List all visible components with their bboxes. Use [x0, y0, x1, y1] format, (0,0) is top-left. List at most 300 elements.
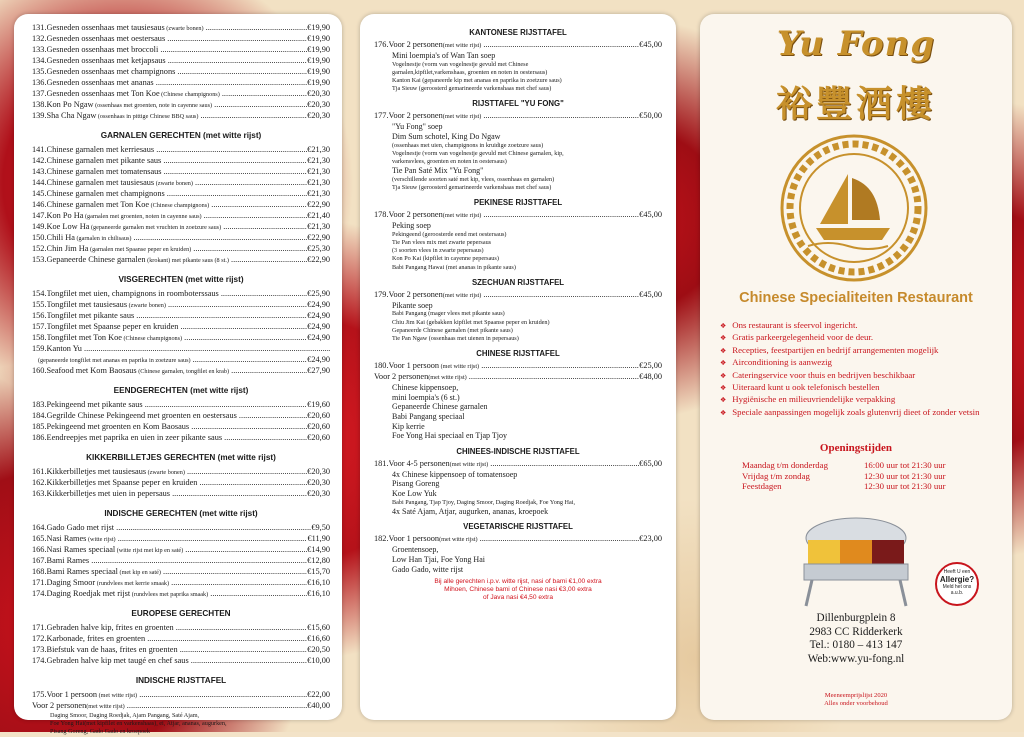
menu-item [32, 222, 330, 233]
item-name: Karbonade, frites en groenten [46, 634, 146, 643]
item-number: 163. [32, 489, 47, 498]
item-price: €16,10 [307, 589, 330, 598]
item-price: €15,70 [307, 567, 330, 576]
item-description [38, 355, 307, 366]
section-title: VEGETARISCHE RIJSTTAFEL [463, 522, 573, 532]
item-detail: (zwarte bonen) [154, 180, 193, 187]
item-description [389, 534, 640, 545]
feature-item: ❖ Ons restaurant is sfeervol ingericht. [720, 320, 980, 332]
item-name: Voor 4-5 personen [388, 458, 450, 468]
item-price: €27,90 [307, 366, 330, 375]
item-description [47, 489, 308, 500]
item-detail: (met witte rijst) [442, 291, 482, 299]
hours-day: Vrijdag t/m zondag [742, 470, 810, 481]
dish-line: garnalen,kipfilet,varkenshaas, groenten en noten in oestersaus) [392, 68, 548, 76]
item-description [47, 623, 308, 634]
item-price: €16,10 [307, 578, 330, 587]
item-detail: (rundvlees met kerrie smaak) [95, 580, 170, 587]
item-number: 178. [374, 210, 389, 220]
item-number: 179. [374, 289, 389, 299]
menu-item [32, 178, 330, 189]
item-number: 134. [32, 56, 47, 65]
item-price: €45,00 [639, 40, 662, 49]
feature-item: ❖ Gratis parkeergelegenheid voor de deur. [720, 332, 980, 344]
menu-item [374, 534, 662, 545]
menu-item [32, 67, 330, 78]
dish-line: Pisang Goreng [392, 479, 440, 489]
item-price: €21,30 [307, 178, 330, 187]
item-number: 186. [32, 433, 47, 442]
item-detail: (witte rijst) [86, 536, 116, 543]
item-number: 157. [32, 322, 47, 331]
hours-row [742, 471, 946, 482]
item-price: €20,60 [307, 411, 330, 420]
item-number: 145. [32, 189, 47, 198]
item-name: Tongfilet met uien, champignons in roomboterssaus [46, 289, 219, 298]
item-description [47, 111, 308, 122]
item-number: 144. [32, 178, 47, 187]
item-description [47, 656, 308, 667]
item-price: €19,90 [307, 34, 330, 43]
menu-item [32, 567, 330, 578]
dish-line: Daging Smoor, Daging Roedjak, Ajam Pangang, Saté Ajam, [50, 712, 200, 719]
menu-item [32, 333, 330, 344]
menu-item [32, 400, 330, 411]
menu-item [32, 467, 330, 478]
item-name: Eendreepjes met paprika en uien in zeer pikante saus [46, 433, 223, 442]
dish-line: Gepaneerde Chinese garnalen [392, 402, 488, 412]
item-detail: (krokant) met pikante saus (8 st.) [145, 257, 229, 264]
item-price: €20,30 [307, 478, 330, 487]
item-description [389, 111, 640, 122]
menu-item [32, 523, 330, 534]
item-number: 139. [32, 111, 47, 120]
item-name: Pekingeend met pikante saus [46, 400, 143, 409]
allergy-top: Heeft U een [943, 569, 971, 575]
item-description [47, 167, 308, 178]
item-number: 164. [32, 523, 47, 532]
footer-line-1: Meeneemprijslijst 2020 [824, 692, 888, 699]
item-detail: (met witte rijst) [442, 212, 482, 220]
item-number: 173. [32, 645, 47, 654]
dish-line: Tie Pan vlees mix met zwarte pepersaus [392, 239, 492, 246]
item-price: €21,30 [307, 222, 330, 231]
menu-item [32, 578, 330, 589]
item-name: Gebraden halve kip met taugé en chef saus [46, 656, 189, 665]
item-price: €19,90 [307, 23, 330, 32]
item-detail: (Chinese champignons) [159, 91, 220, 98]
item-price: €15,60 [307, 623, 330, 632]
menu-item [32, 545, 330, 556]
menu-item [32, 556, 330, 567]
item-price: €22,90 [307, 255, 330, 264]
features-list [720, 320, 980, 419]
item-description [47, 34, 308, 45]
item-price: €19,90 [307, 56, 330, 65]
menu-item [32, 344, 330, 355]
dish-line: Tja Sieuw (geroosterd gemarineerde varkenshaas met chef saus) [392, 184, 552, 191]
item-price: €20,60 [307, 422, 330, 431]
feature-item: ❖ Hygiënische en milieuvriendelijke verpakking [720, 394, 980, 406]
item-number: 158. [32, 333, 47, 342]
item-name: Voor 2 personen [388, 210, 443, 220]
item-description [47, 567, 308, 578]
item-name: Nasi Rames [46, 534, 87, 543]
item-detail: (zwarte bonen) [146, 469, 185, 476]
item-description [47, 156, 308, 167]
menu-item [32, 366, 330, 377]
item-price: €14,90 [307, 545, 330, 554]
dish-line: Tie Pan Saté Mix "Yu Fong" [392, 166, 484, 176]
item-number: 156. [32, 311, 47, 320]
item-description [47, 178, 308, 189]
item-name: Daging Smoor [46, 578, 96, 587]
item-number: 162. [32, 478, 47, 487]
item-number: 183. [32, 400, 47, 409]
item-name: Voor 2 personen [374, 372, 429, 382]
item-number: 180. [374, 361, 389, 371]
dish-line: Foe Yong Hai speciaal en Tjap Tjoy [392, 431, 508, 441]
phone-number: Tel.: 0180 – 413 147 [809, 639, 903, 652]
dish-line: Vogelnestje (vorm van vogelnestje gevuld met Chinese [392, 60, 529, 68]
item-description [47, 189, 308, 200]
item-description [47, 344, 330, 355]
menu-item [32, 200, 330, 211]
item-detail: (Chinese champignons) [121, 335, 183, 342]
item-detail: (witte rijst met kip en saté) [115, 547, 184, 554]
item-name: Chinese garnalen met pikante saus [46, 156, 162, 165]
item-name: Gesneden ossenhaas met ananas [46, 78, 154, 87]
menu-item [32, 534, 330, 545]
item-description [47, 645, 308, 656]
item-name: Gepaneerde Chinese garnalen [46, 255, 146, 264]
section-title: SZECHUAN RIJSTTAFEL [471, 277, 565, 287]
address-street: Dillenburgplein 8 [816, 612, 896, 624]
item-name: Kanton Yu [46, 344, 82, 353]
item-name: Bami Rames [46, 556, 90, 565]
item-number: 132. [32, 34, 47, 43]
item-name: Kon Po Ngaw [46, 100, 94, 109]
item-number: 149. [32, 222, 47, 231]
hours-time: 12:30 uur tot 21:30 uur [864, 470, 946, 481]
menu-item [374, 40, 662, 51]
item-description [47, 589, 308, 600]
item-description [47, 534, 308, 545]
item-description [389, 361, 640, 372]
item-name: Kikkerbilletjes met tausiesaus [46, 467, 147, 476]
item-number: 185. [32, 422, 47, 431]
item-detail: (met witte rijst) [97, 692, 138, 699]
item-number: 155. [32, 300, 47, 309]
item-name: Kon Po Ha [46, 211, 84, 220]
item-description [47, 211, 308, 222]
item-price: €21,30 [307, 189, 330, 198]
hours-row [742, 481, 946, 492]
item-price: €19,90 [307, 67, 330, 76]
item-detail: (garnalen met Spaanse peper en kruiden) [88, 246, 192, 253]
item-name: Chin Jim Ha [46, 244, 89, 253]
item-description [47, 23, 308, 34]
item-detail: (met witte rijst) [442, 42, 482, 49]
menu-item [32, 300, 330, 311]
dish-line: Tie Pan Ngaw (ossenhaas met uienen in pepersaus) [392, 335, 519, 343]
item-price: €20,30 [307, 467, 330, 476]
dish-line: Koe Low Yuk [392, 488, 437, 498]
item-number: 171. [32, 623, 47, 632]
hours-time: 12:30 uur tot 21:30 uur [864, 481, 946, 492]
item-detail: (met witte rijst) [439, 536, 478, 544]
item-name: Biefstuk van de haas, frites en groenten [46, 645, 178, 654]
item-number: 182. [374, 534, 389, 544]
menu-item [32, 589, 330, 600]
item-number: 146. [32, 200, 47, 209]
dish-line: Pekingeend (geroosterde eend met oestersaus) [392, 230, 507, 238]
dish-line: Babi Pangang, Tjap Tjoy, Daging Smoor, Daging Roedjak, Foe Yong Hai, [392, 498, 576, 506]
item-number: 143. [32, 167, 47, 176]
item-name: Bami Rames speciaal [46, 567, 118, 576]
item-name: Tongfilet met tausiesaus [46, 300, 128, 309]
menu-item [32, 422, 330, 433]
section-title: EENDGERECHTEN (met witte rijst) [113, 386, 249, 395]
item-number: 150. [32, 233, 47, 242]
item-name: Gado Gado met rijst [46, 523, 115, 532]
menu-item [32, 156, 330, 167]
menu-item [374, 361, 662, 372]
menu-item [32, 211, 330, 222]
item-name: Tongfilet met pikante saus [46, 311, 135, 320]
item-number: 131. [32, 23, 47, 32]
item-name: Voor 2 personen [388, 40, 443, 49]
item-price: €21,30 [307, 167, 330, 176]
item-detail: (met witte rijst) [442, 113, 482, 121]
footer-line-2: Alles onder voorbehoud [824, 700, 888, 708]
item-name: Chinese garnalen met kerriesaus [46, 145, 155, 154]
item-name: Chinese garnalen met Ton Koe [46, 200, 150, 209]
dish-line: Kon Po Kai (kipfilet in cayenne pepersaus) [392, 255, 499, 263]
feature-item: ❖ Uiteraard kunt u ook telefonisch bestellen [720, 382, 980, 394]
menu-item [32, 233, 330, 244]
menu-item [32, 100, 330, 111]
section-title: EUROPESE GERECHTEN [131, 609, 231, 618]
item-detail: (met kip en saté) [117, 569, 161, 576]
item-description [47, 289, 308, 300]
item-number: 137. [32, 89, 47, 98]
item-name: Gesneden ossenhaas met champignons [46, 67, 176, 76]
menu-item [32, 34, 330, 45]
item-name: Gesneden ossenhaas met Ton Koe [46, 89, 160, 98]
item-description [374, 372, 639, 383]
section-title: GARNALEN GERECHTEN (met witte rijst) [100, 131, 262, 140]
item-description [47, 411, 308, 422]
dish-line: Low Han Tjai, Foe Yong Hai [392, 554, 485, 564]
section-title: PEKINESE RIJSTTAFEL [473, 198, 563, 208]
item-detail: (ossenhaas met groenten, note in cayenne saus) [93, 102, 213, 109]
item-description [47, 478, 308, 489]
item-price: €19,60 [307, 400, 330, 409]
item-price: €25,30 [307, 244, 330, 253]
menu-item [32, 78, 330, 89]
dish-line: Mini loempia's of Wan Tan soep [392, 51, 496, 60]
item-description [47, 78, 308, 89]
item-number: 168. [32, 567, 47, 576]
dish-line: 4x Saté Ajam, Atjar, augurken, ananas, kroepoek [392, 506, 549, 516]
item-name: Voor 1 persoon [388, 534, 440, 544]
item-number: 136. [32, 78, 47, 87]
item-description [47, 366, 308, 377]
dish-line: Pikante soep [392, 300, 433, 310]
item-price: €22,90 [307, 200, 330, 209]
dish-line: Tja Sieuw (geroosterd gemarineerde varkenshaas met chef saus) [392, 85, 552, 93]
item-detail: (rundvlees met paprika smaak) [130, 591, 209, 598]
item-price: €25,90 [307, 289, 330, 298]
item-number: 153. [32, 255, 47, 264]
item-detail: (zwarte bonen) [127, 302, 166, 309]
item-name: Voor 1 persoon [46, 690, 98, 699]
item-number: 174. [32, 656, 47, 665]
item-number: 184. [32, 411, 47, 420]
item-name: Voor 2 personen [32, 701, 87, 710]
menu-item [374, 372, 662, 383]
allergy-bottom: Meld het ons a.u.b. [942, 584, 972, 596]
address-block [700, 612, 1012, 666]
item-price: €16,60 [307, 634, 330, 643]
item-price: €11,90 [307, 534, 330, 543]
dish-line: Babi Pangang speciaal [392, 412, 465, 421]
menu-item [32, 167, 330, 178]
item-number: 177. [374, 111, 389, 121]
item-name: Tongfilet met Ton Koe [46, 333, 122, 342]
item-name: Kikkerbilletjes met Spaanse peper en kruiden [46, 478, 198, 487]
item-name: Kikkerbilletjes met uien in pepersaus [46, 489, 171, 498]
feature-item: ❖ Cateringservice voor thuis en bedrijven beschikbaar [720, 370, 980, 382]
dish-line: varkensvlees, groenten en noten in oestersaus) [392, 158, 507, 165]
hours-row [742, 460, 946, 471]
item-detail: (zwarte bonen) [164, 25, 204, 32]
middle-menu-column [360, 14, 676, 720]
hours-day: Maandag t/m donderdag [742, 460, 828, 470]
item-price: €24,90 [307, 311, 330, 320]
item-detail: (met witte rijst) [86, 703, 125, 710]
item-description [47, 400, 308, 411]
item-price: €10,00 [307, 656, 330, 665]
dish-line: Chinese kippensoep, [392, 383, 459, 393]
feature-item: ❖ Airconditioning is aanwezig [720, 357, 980, 369]
item-description [47, 422, 308, 433]
item-detail: (garnalen met groenten, noten in cayenne saus) [83, 213, 202, 220]
menu-item [32, 56, 330, 67]
note-line: Mihoen, Chinese bami of Chinese nasi €3,00 extra [444, 586, 592, 594]
item-name: Tongfilet met Spaanse peper en kruiden [46, 322, 179, 331]
item-description [389, 210, 640, 221]
menu-item [32, 433, 330, 444]
item-name: Voor 2 personen [388, 289, 443, 299]
item-description [47, 233, 308, 244]
item-price: €65,00 [639, 458, 662, 468]
item-name: Gesneden ossenhaas met oestersaus [46, 34, 166, 43]
item-description [389, 40, 640, 51]
menu-item [32, 289, 330, 300]
item-name: Seafood met Kom Baosaus [46, 366, 137, 375]
item-number: 159. [32, 344, 47, 353]
menu-item [32, 411, 330, 422]
dish-line: "Yu Fong" soep [392, 122, 443, 132]
menu-item [374, 459, 662, 470]
menu-panel-middle [360, 14, 676, 720]
menu-item [32, 244, 330, 255]
item-number: 154. [32, 289, 47, 298]
note-line: Bij alle gerechten i.p.v. witte rijst, nasi of bami €1,00 extra [434, 578, 602, 586]
menu-item [32, 145, 330, 156]
item-price: €21,30 [307, 145, 330, 154]
restaurant-tagline: Chinese Specialiteiten Restaurant [739, 290, 973, 306]
dish-line: Kanton Kai (gepaneerde kip met ananas en paprika in zoetzure saus) [392, 77, 562, 84]
junk-ship-emblem-icon [778, 132, 930, 284]
item-price: €20,60 [307, 433, 330, 442]
item-description [47, 467, 308, 478]
item-name: Chinese garnalen met tausiesaus [46, 178, 155, 187]
dish-line: (ossenhaas met uien, champignons in kruidige zoetzure saus) [392, 141, 544, 149]
item-description [47, 545, 308, 556]
menu-item [32, 311, 330, 322]
item-description [47, 222, 308, 233]
item-price: €50,00 [639, 111, 662, 121]
item-description [47, 578, 308, 589]
item-price: €24,90 [307, 300, 330, 309]
item-name: Sha Cha Ngaw [46, 111, 97, 120]
item-price: €21,30 [307, 156, 330, 165]
item-detail: (gepaneerde tongfilet met ananas en paprika in zoetzure saus) [38, 357, 191, 364]
item-description [47, 556, 308, 567]
item-description [47, 255, 308, 266]
item-detail: (met witte rijst) [439, 363, 480, 371]
dish-line: (verschillende soorten saté met kip, vlees, ossenhaas en garnalen) [392, 175, 555, 183]
section-title: CHINESE RIJSTTAFEL [476, 349, 560, 359]
item-number: 138. [32, 100, 47, 109]
section-title: INDISCHE GERECHTEN (met witte rijst) [104, 509, 258, 518]
item-name: Gegrilde Chinese Pekingeend met groenten en oestersaus [46, 411, 237, 420]
dish-line: 4x Chinese kippensoep of tomatensoep [392, 469, 518, 479]
menu-item [32, 623, 330, 634]
hours-time: 16:00 uur tot 21:30 uur [864, 460, 946, 470]
item-description [47, 244, 308, 255]
item-number: 166. [32, 545, 47, 554]
menu-item [32, 45, 330, 56]
item-price: €22,90 [307, 233, 330, 242]
item-description [47, 311, 308, 322]
chafing-dish-image [796, 510, 916, 608]
section-title: CHINEES-INDISCHE RIJSTTAFEL [456, 446, 580, 456]
menu-item [374, 290, 662, 301]
item-number: 167. [32, 556, 47, 565]
menu-item [32, 189, 330, 200]
menu-item [32, 89, 330, 100]
feature-item: ❖ Recepties, feestpartijen en bedrijf arrangementen mogelijk [720, 345, 980, 357]
item-price: €25,00 [639, 361, 662, 371]
item-price: €22,00 [307, 690, 330, 699]
section-title: VISGERECHTEN (met witte rijst) [118, 275, 244, 284]
menu-item [374, 210, 662, 221]
info-panel [700, 14, 1012, 720]
item-name: Koe Low Ha [46, 222, 90, 231]
item-number: 152. [32, 244, 47, 253]
item-name: Pekingeend met groenten en Kom Baosaus [46, 422, 190, 431]
item-number: 135. [32, 67, 47, 76]
menu-item [32, 478, 330, 489]
hours-day: Feestdagen [742, 481, 782, 492]
section-title: KANTONESE RIJSTTAFEL [469, 28, 567, 37]
item-description [47, 300, 308, 311]
section-title: KIKKERBILLETJES GERECHTEN (met witte rijst) [86, 453, 276, 462]
